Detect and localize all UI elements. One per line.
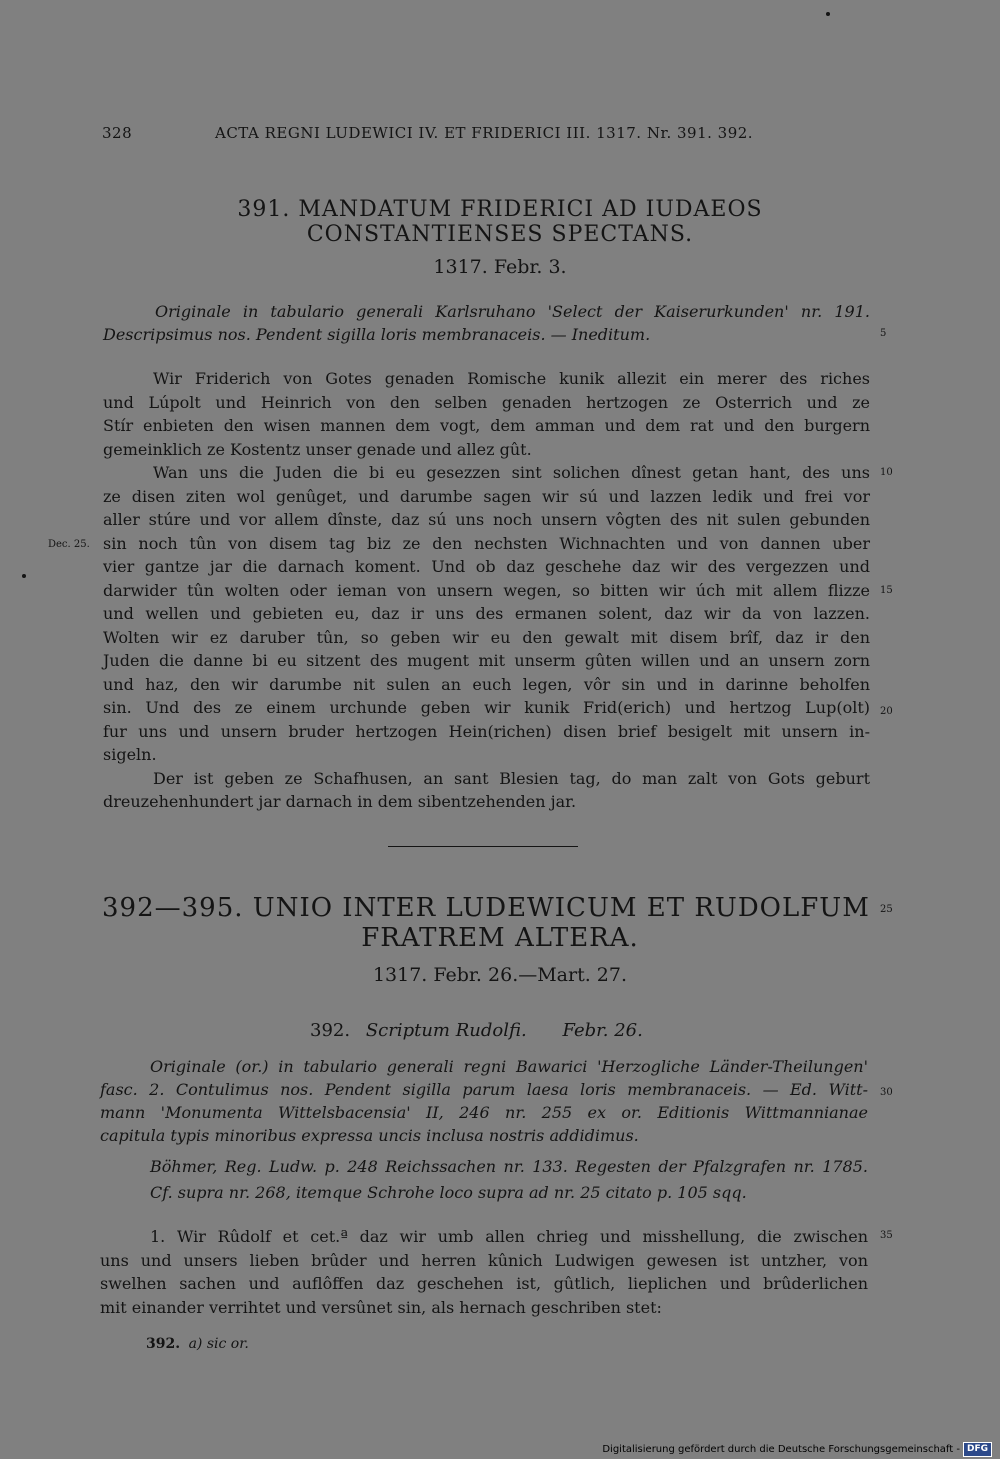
doc392-heading-line1: 392—395. UNIO INTER LUDEWICUM ET RUDOLFUM: [102, 893, 870, 923]
scan-speck: [22, 574, 26, 578]
doc392-text-line: mit einander verrihtet und versûnet sin, als hernach geschriben stet:: [100, 1297, 662, 1317]
doc391-text-line: Der ist geben ze Schafhusen, an sant Blesien tag, do man zalt von Gots geburt: [153, 768, 870, 788]
doc391-heading-line2: CONSTANTIENSES SPECTANS.: [306, 222, 694, 247]
line-number: 30: [880, 1087, 893, 1098]
footnote-text: a) sic or.: [188, 1336, 249, 1352]
doc391-text-line: und wellen und gebieten eu, daz ir uns des ermanen solent, daz wir da von lazzen.: [103, 604, 870, 623]
doc392-source-line: capitula typis minoribus expressa uncis inclusa nostris addidimus.: [100, 1126, 639, 1145]
line-number: 25: [880, 904, 893, 915]
doc391-source-line: Originale in tabulario generali Karlsruhano 'Select der Kaiserurkunden' nr. 191.: [155, 302, 870, 321]
doc391-text-line: darwider tûn wolten oder ieman von unsern wegen, so bitten wir úch mit allem flizze: [103, 580, 870, 600]
doc391-text-line: Wan uns die Juden die bi eu gesezzen sint solichen dînest getan hant, des uns: [153, 463, 870, 482]
doc391-text-line: Wolten wir ez daruber tûn, so geben wir eu den gewalt mit disem brîf, daz ir den: [103, 627, 870, 647]
doc391-date: 1317. Febr. 3.: [433, 256, 567, 278]
doc391-text-line: Stír enbieten den wisen mannen dem vogt, dem amman und dem rat und den burgern: [103, 416, 870, 435]
doc391-text-line: gemeinklich ze Kostentz unser genade und allez gût.: [103, 439, 532, 459]
line-number: 35: [880, 1230, 893, 1241]
scan-speck: [826, 12, 830, 16]
doc392-source-line: Originale (or.) in tabulario generali regni Bawarici 'Herzogliche Länder-Theilungen': [150, 1057, 868, 1076]
digitization-footer: [602, 1442, 992, 1457]
line-number: 5: [880, 328, 887, 339]
footnote-number: 392.: [146, 1336, 181, 1352]
doc391-text-line: sigeln.: [103, 745, 157, 764]
separator-rule: [388, 846, 578, 847]
doc392-text-line: uns und unsers lieben brûder und herren kûnich Ludwigen gewesen ist untzher, von: [100, 1250, 868, 1270]
line-number: 15: [880, 585, 893, 596]
doc392-sub-number: 392.: [310, 1020, 351, 1041]
doc392-source-line: mann 'Monumenta Wittelsbacensia' II, 246 nr. 255 ex or. Editionis Wittmannianae: [100, 1103, 868, 1122]
doc391-text-line: dreuzehenhundert jar darnach in dem sibentzehenden jar.: [103, 792, 577, 811]
doc392-text-line: 1. Wir Rûdolf et cet.ª daz wir umb allen chrieg und misshellung, die zwischen: [150, 1227, 868, 1246]
doc392-subheading: [310, 1020, 643, 1041]
footer-text: Digitalisierung gefördert durch die Deutsche Forschungsgemeinschaft -: [602, 1444, 960, 1455]
doc391-text-line: und haz, den wir darumbe nit sulen an euch legen, vôr sin und in darinne beholfen: [103, 674, 870, 694]
doc391-text-line: sin noch tûn von disem tag biz ze den nechsten Wichnachten und von dannen uber: [103, 533, 870, 553]
doc391-text-line: aller stúre und vor allem dînste, daz sú uns noch unsern vôgten des nit sulen gebunden: [103, 510, 870, 529]
doc392-ref-line: Cf. supra nr. 268, itemque Schrohe loco supra ad nr. 25 citato p. 105 sqq.: [150, 1183, 747, 1202]
doc391-text-line: sin. Und des ze einem urchunde geben wir kunik Frid(erich) und hertzog Lup(olt): [103, 698, 870, 717]
margin-date-note: Dec. 25.: [48, 539, 90, 550]
doc391-text-line: vier gantze jar die darnach koment. Und ob daz geschehe daz wir des vergezzen und: [103, 557, 870, 576]
footnote: [146, 1336, 249, 1352]
doc391-text-line: Wir Friderich von Gotes genaden Romische kunik allezit ein merer des riches: [153, 369, 870, 388]
line-number: 20: [880, 706, 893, 717]
dfg-logo: DFG: [963, 1442, 992, 1457]
page-number: 328: [102, 124, 133, 142]
doc392-sub-date: Febr. 26.: [562, 1020, 643, 1041]
doc391-text-line: fur uns und unsern bruder hertzogen Hein(richen) disen brief besigelt mit unsern in-: [103, 721, 870, 741]
line-number: 10: [880, 467, 893, 478]
doc391-text-line: und Lúpolt und Heinrich von den selben genaden hertzogen ze Osterrich und ze: [103, 392, 870, 412]
doc391-text-line: Juden die danne bi eu sitzent des mugent mit unserm gûten willen und an unsern zorn: [103, 651, 870, 670]
doc392-date: 1317. Febr. 26.—Mart. 27.: [372, 964, 628, 986]
doc391-text-line: ze disen ziten wol genûget, und darumbe sagen wir sú und lazzen ledik und frei vor: [103, 486, 870, 506]
doc391-source-line: Descripsimus nos. Pendent sigilla loris membranaceis. — Ineditum.: [103, 325, 651, 344]
doc392-source-line: fasc. 2. Contulimus nos. Pendent sigilla parum laesa loris membranaceis. — Ed. Witt-: [100, 1080, 868, 1099]
doc392-ref-line: Böhmer, Reg. Ludw. p. 248 Reichssachen nr. 133. Regesten der Pfalzgrafen nr. 1785.: [150, 1157, 868, 1176]
doc392-sub-title: Scriptum Rudolfi.: [365, 1020, 527, 1041]
doc392-text-line: swelhen sachen und auflôffen daz geschehen ist, gûtlich, lieplichen und brûderlichen: [100, 1274, 868, 1293]
running-head-title: ACTA REGNI LUDEWICI IV. ET FRIDERICI III. 1317. Nr. 391. 392.: [215, 124, 754, 142]
doc392-heading-line2: FRATREM ALTERA.: [361, 923, 639, 953]
doc391-heading-line1: 391. MANDATUM FRIDERICI AD IUDAEOS: [237, 197, 763, 222]
